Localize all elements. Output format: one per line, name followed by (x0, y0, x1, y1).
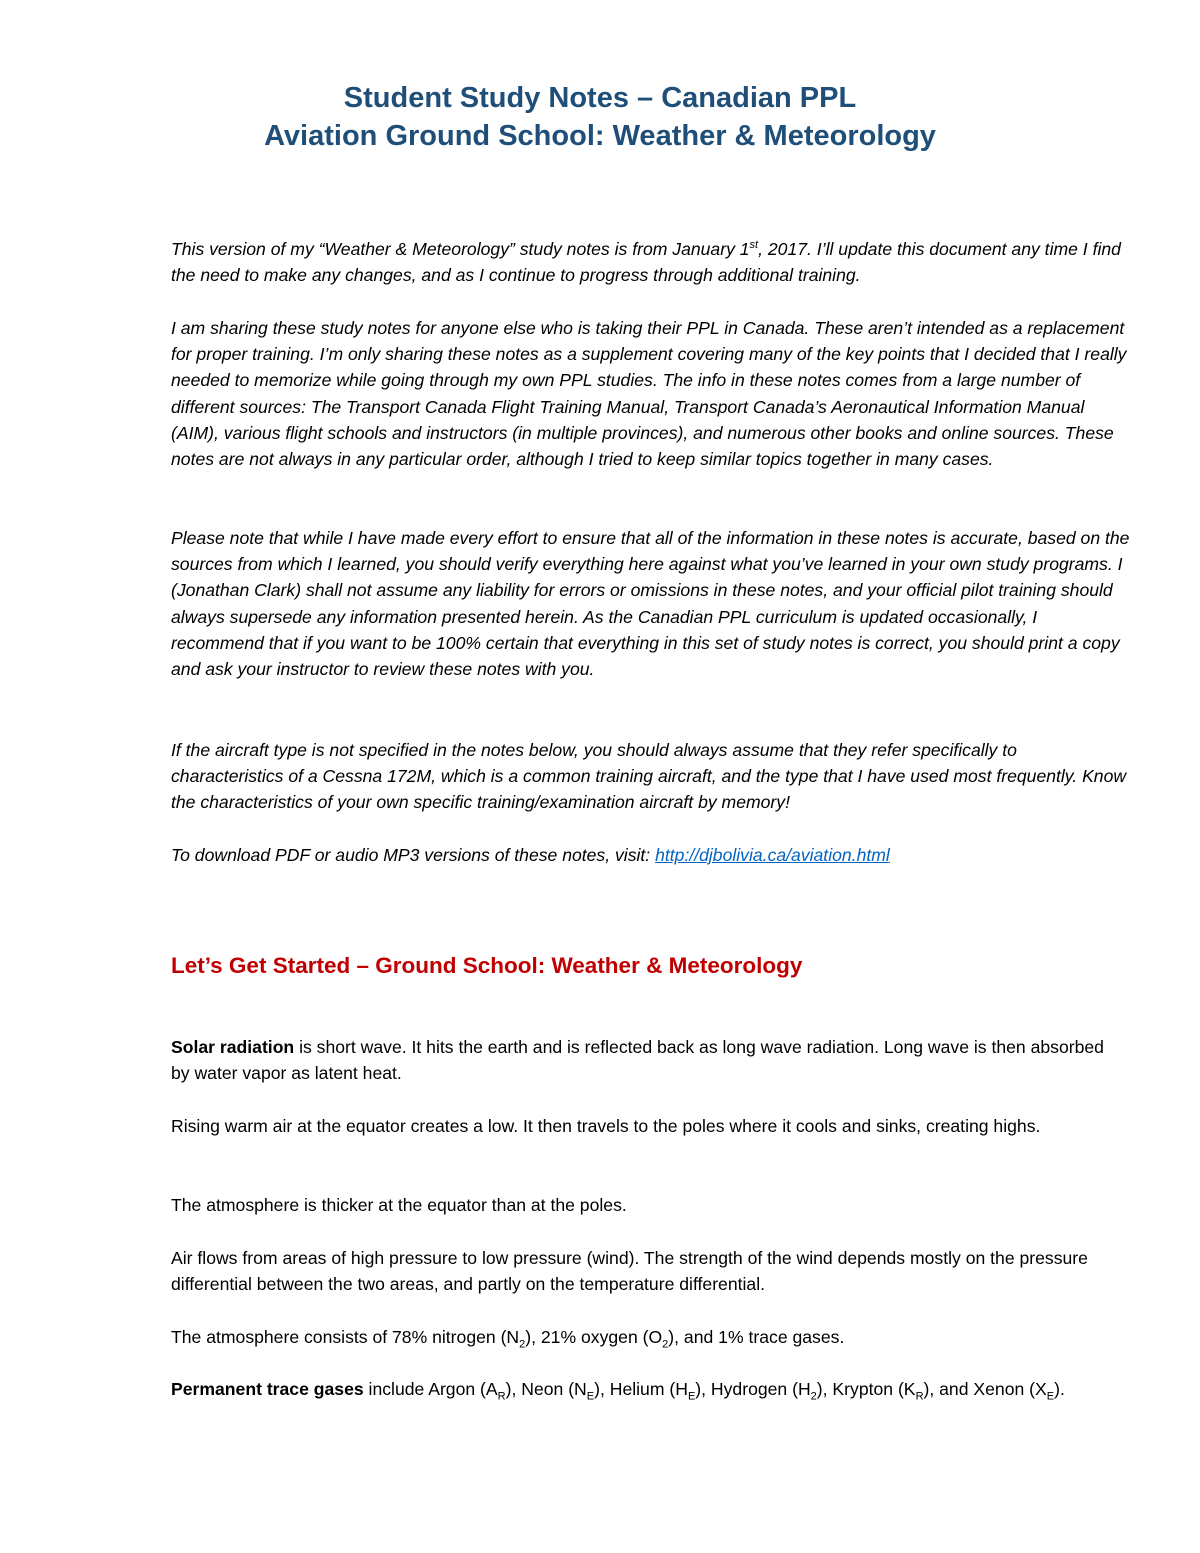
intro-disclaimer-paragraph: Please note that while I have made every effort to ensure that all of the information in these notes is accurate, based on the sources from which I learned, you should verify everything here against what you’ve learned in your own study programs. I (Jonathan Clark) shall not assume any liability for errors or omissions in these notes, and your official pilot training should always supersede any information presented herein. As the Canadian PPL curriculum is updated occasionally, I recommend that if you want to be 100% certain that everything in this set of study notes is correct, you should print a copy and ask your instructor to review these notes with you. (171, 528, 1130, 680)
section-heading: Let’s Get Started – Ground School: Weather & Meteorology (171, 953, 803, 978)
note-air-flow: Air flows from areas of high pressure to low pressure (wind). The strength of the wind depends mostly on the pressure differential between the two areas, and partly on the temperature differential. (171, 1248, 1088, 1295)
intro-aircraft-paragraph: If the aircraft type is not specified in the notes below, you should always assume that they refer specifically to characteristics of a Cessna 172M, which is a common training aircraft, and the type that I have used most frequently. Know the characteristics of your own specific training/examination aircraft by memory! (171, 740, 1127, 813)
intro-version-paragraph: This version of my “Weather & Meteorology” study notes is from January 1st, 2017. I’ll update this document any time I find the need to make any changes, and as I continue to progress through additional training. (171, 239, 1121, 286)
ordinal-suffix: st (749, 239, 759, 252)
document-subtitle: Aviation Ground School: Weather & Meteorology (264, 120, 936, 152)
note-atmosphere-composition: The atmosphere consists of 78% nitrogen $(N_2)$, 21% oxygen $(O_2)$, and 1% trace gases. (171, 1327, 845, 1351)
note-trace-gases: Permanent trace gases include Argon $(A_R)$, Neon $(N_E)$, Helium $(H_E)$, Hydrogen $(H_2)$, Krypton $(K_R)$, and Xenon $(X_E)$. (171, 1379, 1065, 1403)
intro-sharing-paragraph: I am sharing these study notes for anyone else who is taking their PPL in Canada. These aren’t intended as a replacement for proper training. I’m only sharing these notes as a supplement covering many of the key points that I decided that I really needed to memorize while going through my own PPL studies. The info in these notes comes from a large number of different sources: The Transport Canada Flight Training Manual, Transport Canada’s Aeronautical Information Manual (AIM), various flight schools and instructors (in multiple provinces), and numerous other books and online sources. These notes are not always in any particular order, although I tried to keep similar topics together in many cases. (171, 318, 1127, 470)
note-solar-radiation: Solar radiation is short wave. It hits the earth and is reflected back as long wave radiation. Long wave is then absorbed by water vapor as latent heat. (171, 1037, 1104, 1084)
term-solar-radiation: Solar radiation (171, 1037, 295, 1057)
intro-download-paragraph: To download PDF or audio MP3 versions of these notes, visit: http://djbolivia.ca/aviation.html (171, 845, 890, 865)
note-atmosphere-thickness: The atmosphere is thicker at the equator than at the poles. (171, 1195, 627, 1215)
document-title: Student Study Notes – Canadian PPL (343, 82, 857, 114)
term-permanent-trace-gases: Permanent trace gases (171, 1379, 364, 1399)
download-link[interactable]: http://djbolivia.ca/aviation.html (655, 845, 890, 865)
note-rising-air: Rising warm air at the equator creates a low. It then travels to the poles where it cools and sinks, creating highs. (171, 1116, 1041, 1136)
